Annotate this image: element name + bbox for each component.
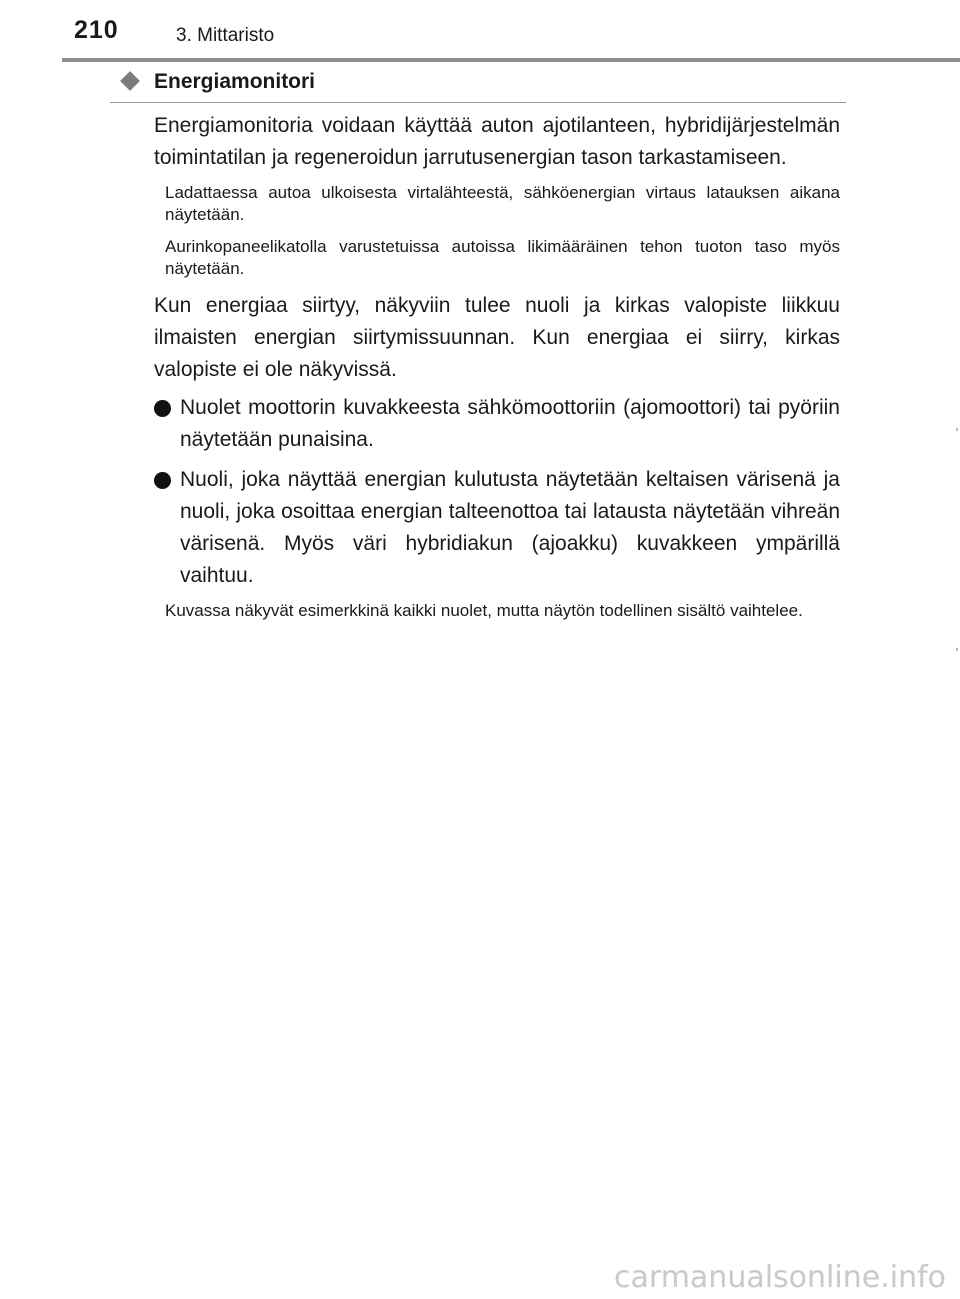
page-body — [154, 110, 840, 632]
edge-mark — [956, 428, 958, 431]
bullet-item — [154, 464, 840, 592]
intro-paragraph: Energiamonitoria voidaan käyttää auton ajotilanteen, hybridijärjestelmän toimintatilan ja regeneroidun jarrutusenergian tason tarkastamiseen. — [154, 114, 840, 169]
bullet-text: Nuolet moottorin kuvakkeesta sähkömoottoriin (ajomoottori) tai pyöriin näytetään punaisina. — [180, 396, 840, 451]
note-example-arrows: Kuvassa näkyvät esimerkkinä kaikki nuolet, mutta näytön todellinen sisältö vaihtelee. — [165, 601, 803, 620]
note-solar-roof: Aurinkopaneelikatolla varustetuissa autoissa likimääräinen tehon tuoton taso myös näytetään. — [165, 237, 840, 278]
energy-flow-paragraph: Kun energiaa siirtyy, näkyviin tulee nuoli ja kirkas valopiste liikkuu ilmaisten energian siirtymissuunnan. Kun energiaa ei siirry, kirkas valopiste ei ole näkyvissä. — [154, 294, 840, 381]
section-heading — [110, 66, 846, 103]
chapter-title: 3. Mittaristo — [176, 25, 275, 46]
page-number: 210 — [74, 16, 119, 44]
bullet-item — [154, 392, 840, 456]
edge-mark — [956, 648, 958, 651]
diamond-icon — [120, 71, 140, 91]
bullet-dot-icon — [154, 472, 171, 489]
watermark: carmanualsonline.info — [614, 1260, 946, 1295]
header-rule — [62, 58, 960, 62]
bullet-dot-icon — [154, 400, 171, 417]
bullet-text: Nuoli, joka näyttää energian kulutusta näytetään keltaisen värisenä ja nuoli, joka osoittaa energian talteenottoa tai latausta näytetään vihreän värisenä. Myös väri hybridiakun (ajoakku) kuvakkeen ympärillä vaihtuu. — [180, 468, 840, 587]
section-title: Energiamonitori — [154, 70, 316, 93]
note-external-charging: Ladattaessa autoa ulkoisesta virtalähteestä, sähköenergian virtaus latauksen aikana näytetään. — [165, 183, 840, 224]
